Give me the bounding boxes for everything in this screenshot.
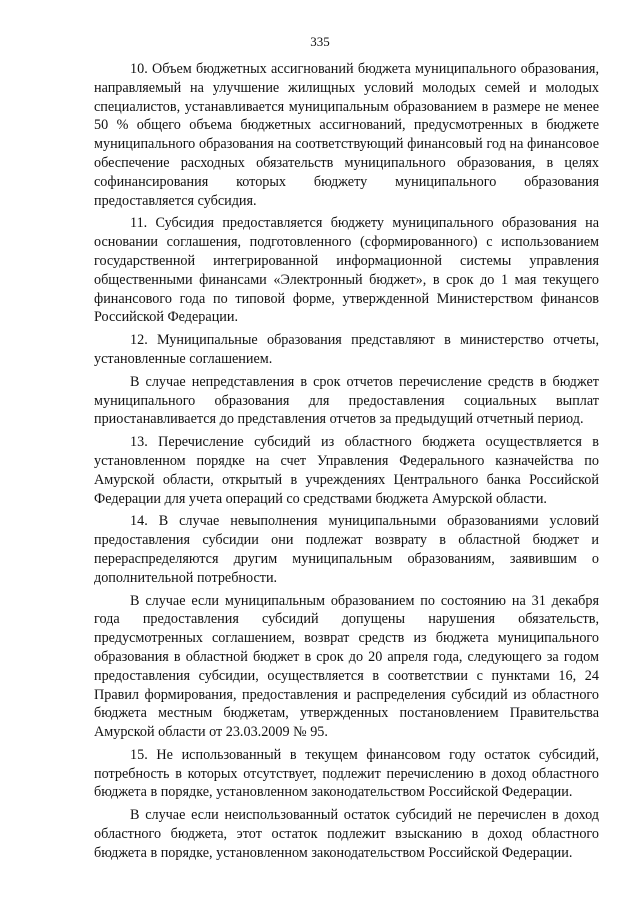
paragraph-item-12: 12. Муниципальные образования представляют в министерство отчеты, установленные соглашением. [94,332,599,367]
paragraph-item-10: 10. Объем бюджетных ассигнований бюджета муниципального образования, направляемый на улучшение жилищных условий молодых семей и молодых специалистов, устанавливается муниципальным образованием в размере не менее 50 % общего объема бюджетных ассигнований, предусмотренных в бюджете муниципального образования на соответствующий финансовый год на финансовое обеспечение расходных обязательств муниципального образования, в целях софинансирования которых бюджету муниципального образования предоставляется субсидия. [94,61,599,209]
paragraph-item-13: 13. Перечисление субсидий из областного бюджета осуществляется в установленном порядке на счет Управления Федерального казначейства по Амурской области, открытый в учреждениях Центрального банка Российской Федерации для учета операций со средствами бюджета Амурской области. [94,434,599,507]
document-body [94,60,599,867]
paragraph-item-15: 15. Не использованный в текущем финансовом году остаток субсидий, потребность в которых отсутствует, подлежит перечислению в доход областного бюджета в порядке, установленном законодательством Российской Федерации. [94,746,599,801]
paragraph-item-11: 11. Субсидия предоставляется бюджету муниципального образования на основании соглашения, подготовленного (сформированного) с использованием государственной интегрированной информационной системы управления общественными финансами «Электронный бюджет», в срок до 1 мая текущего финансового года по типовой форме, утвержденной Министерством финансов Российской Федерации. [94,215,599,326]
paragraph-balance-recovery: В случае если неиспользованный остаток субсидий не перечислен в доход областного бюджета, этот остаток подлежит взысканию в доход областного бюджета в порядке, установленном законодательством Российской Федерации. [94,807,599,861]
page-number: 335 [310,34,330,49]
paragraph-obligations-violation: В случае если муниципальным образованием по состоянию на 31 декабря года предоставления субсидий допущены нарушения обязательств, предусмотренных соглашением, возврат средств из бюджета муниципального образования в областной бюджет в срок до 20 апреля года, следующего за годом предоставления субсидии, осуществляется в соответствии с пунктами 16, 24 Правил формирования, предоставления и распределения субсидий из областного бюджета местным бюджетам, утвержденных постановлением Правительства Амурской области от 23.03.2009 № 95. [94,592,599,741]
paragraph-item-14: 14. В случае невыполнения муниципальными образованиями условий предоставления субсидии они подлежат возврату в областной бюджет и перераспределяются другим муниципальным образованиям, заявившим о дополнительной потребности. [94,513,599,586]
paragraph-reports-nonsubmission: В случае непредставления в срок отчетов перечисление средств в бюджет муниципального образования для предоставления социальных выплат приостанавливается до представления отчетов за предыдущий отчетный период. [94,373,599,428]
